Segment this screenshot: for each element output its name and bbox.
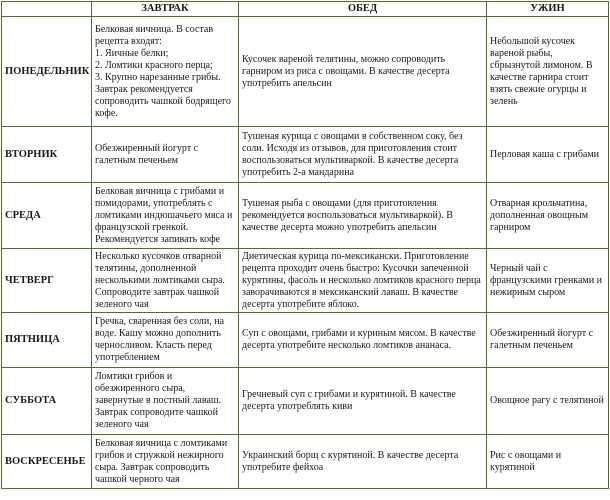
header-dinner: УЖИН xyxy=(487,2,609,17)
table-header-row xyxy=(2,2,609,17)
table-row xyxy=(2,127,609,183)
breakfast-cell: Обезжиренный йогурт с галетным печеньем xyxy=(92,127,239,183)
breakfast-cell: Несколько кусочков отварной телятины, дополненной несколькими ломтиками сыра. Сопроводите завтрак чашкой зеленого чая xyxy=(92,249,239,313)
breakfast-cell: Белковая яичница с ломтиками грибов и стружкой нежирного сыра. Завтрак сопроводить чашкой черного чая xyxy=(92,435,239,489)
table-row xyxy=(2,368,609,435)
breakfast-cell: Ломтики грибов и обезжиренного сыра, завернутые в постный лаваш. Завтрак сопроводите чашкой зеленого чая xyxy=(92,368,239,435)
dinner-cell: Перловая каша с грибами xyxy=(487,127,609,183)
header-breakfast: ЗАВТРАК xyxy=(92,2,239,17)
lunch-cell: Диетическая курица по-мексикански. Приготовление рецепта проходит очень быстро: Кусочки запеченной курятины, фасоль и несколько ломтиков красного перца заворачиваются в мексиканский лаваш. В качестве десерта употребите яблоко. xyxy=(239,249,487,313)
lunch-cell: Украинский борщ с курятиной. В качестве десерта употребите фейхоа xyxy=(239,435,487,489)
lunch-cell: Гречневый суп с грибами и курятиной. В качестве десерта употреблять киви xyxy=(239,368,487,435)
table-row xyxy=(2,435,609,489)
table-row xyxy=(2,313,609,368)
lunch-cell: Кусочек вареной телятины, можно сопроводить гарниром из риса с овощами. В качестве десерта употребить апельсин xyxy=(239,17,487,127)
breakfast-cell: Гречка, сваренная без соли, на воде. Кашу можно дополнить черносливом. Класть перед употреблением xyxy=(92,313,239,368)
day-cell: СРЕДА xyxy=(2,183,92,249)
header-lunch: ОБЕД xyxy=(239,2,487,17)
lunch-cell: Тушеная курица с овощами в собственном соку, без соли. Исходя из отзывов, для приготовления стоит воспользоваться мультиваркой. В качестве десерта употребить 2-а мандарина xyxy=(239,127,487,183)
day-cell: СУББОТА xyxy=(2,368,92,435)
dinner-cell: Обезжиренный йогурт с галетным печеньем xyxy=(487,313,609,368)
dinner-cell: Отварная крольчатина, дополненная овощным гарниром xyxy=(487,183,609,249)
dinner-cell: Небольшой кусочек вареной рыбы, сбрызнутой лимоном. В качестве гарнира стоит взять свежие огурцы и зелень xyxy=(487,17,609,127)
lunch-cell: Тушеная рыба с овощами (для приготовления рекомендуется воспользоваться мультиваркой). В качестве десерта можно употребить апельсин xyxy=(239,183,487,249)
day-cell: ВОСКРЕСЕНЬЕ xyxy=(2,435,92,489)
day-cell: ВТОРНИК xyxy=(2,127,92,183)
breakfast-cell: Белковая яичница. В состав рецепта входят: 1. Яичные белки; 2. Ломтики красного перца; 3. Крупно нарезанные грибы. Завтрак рекомендуется сопроводить чашкой бодрящего кофе. xyxy=(92,17,239,127)
table-row xyxy=(2,17,609,127)
table-row xyxy=(2,249,609,313)
day-cell: ПОНЕДЕЛЬНИК xyxy=(2,17,92,127)
dinner-cell: Овощное рагу с телятиной xyxy=(487,368,609,435)
dinner-cell: Рис с овощами и курятиной xyxy=(487,435,609,489)
day-cell: ПЯТНИЦА xyxy=(2,313,92,368)
header-day xyxy=(2,2,92,17)
dinner-cell: Черный чай с французскими гренками и нежирным сыром xyxy=(487,249,609,313)
breakfast-cell: Белковая яичница с грибами и помидорами, употреблять с ломтиками индюшачьего мяса и французской гренкой. Рекомендуется запивать кофе xyxy=(92,183,239,249)
table-row xyxy=(2,183,609,249)
lunch-cell: Суп с овощами, грибами и куриным мясом. В качестве десерта употребите несколько ломтиков ананаса. xyxy=(239,313,487,368)
day-cell: ЧЕТВЕРГ xyxy=(2,249,92,313)
meal-plan-table xyxy=(1,1,609,489)
